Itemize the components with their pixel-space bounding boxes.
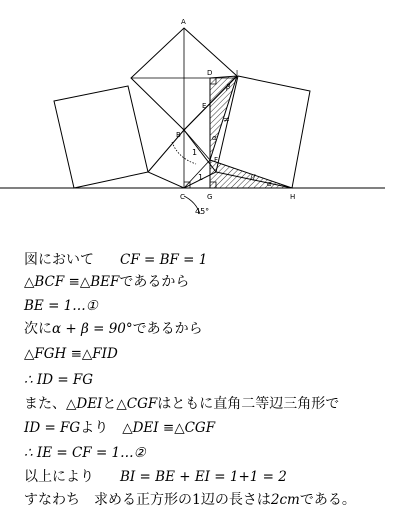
- proof-line-11: [24, 490, 356, 510]
- proof-line-11-math: 2cm: [270, 492, 300, 508]
- point-h: H: [290, 193, 296, 201]
- proof-line-4-math: α + β = 90°: [52, 321, 133, 337]
- lower-quad: [148, 130, 219, 188]
- point-g: G: [207, 193, 213, 201]
- proof-line-5-math: △FGH ≡△FID: [24, 346, 118, 362]
- label-alpha-upper: α: [212, 134, 217, 142]
- label-bf-one: 1: [192, 148, 198, 157]
- proof-line-7: [24, 394, 339, 414]
- proof-line-10-math: BI = BE + EI = 1+1 = 2: [120, 469, 287, 485]
- label-alpha-lower: α: [267, 180, 272, 188]
- proof-line-3: [24, 296, 98, 316]
- proof-line-9: [24, 443, 146, 463]
- proof-line-2-math: △BCF ≡△BEF: [24, 274, 120, 290]
- left-square: [54, 86, 148, 188]
- label-45-degrees: 45°: [195, 207, 210, 216]
- proof-line-1-text: 図において: [24, 252, 94, 268]
- proof-line-7-text-2: と: [102, 396, 117, 412]
- point-i: I: [236, 69, 239, 77]
- proof-line-8-math-1: ID = FG: [24, 420, 81, 436]
- proof-line-8: [24, 418, 215, 438]
- proof-line-4: [24, 319, 203, 339]
- proof-line-2: [24, 272, 189, 292]
- proof-line-1-math: CF = BF = 1: [120, 252, 208, 268]
- proof-line-7-math-2: △CGF: [116, 396, 158, 412]
- label-double-mark: //: [250, 173, 256, 182]
- point-c: C: [180, 193, 185, 201]
- label-beta: β: [226, 83, 231, 91]
- point-a: A: [181, 18, 186, 26]
- point-f: F: [214, 156, 219, 164]
- proof-line-4-text: 次に: [24, 321, 52, 337]
- proof-line-7-math-1: △DEI: [66, 396, 103, 412]
- proof-line-8-text: より: [80, 420, 109, 436]
- proof-line-7-text-3: はともに直角二等辺三角形で: [157, 396, 340, 412]
- proof-line-7-text: また、: [24, 396, 66, 412]
- label-equal-mark: ≠: [223, 115, 230, 124]
- proof-line-1: [24, 250, 207, 270]
- proof-line-6: [24, 370, 93, 390]
- proof-line-11-text: すなわち 求める正方形の1辺の長さは: [24, 492, 271, 508]
- proof-line-5: [24, 344, 118, 364]
- proof-line-6-math: ∴ ID = FG: [24, 372, 94, 388]
- point-b: B: [176, 131, 181, 139]
- segment-cf: [184, 160, 210, 188]
- label-cf-one: 1: [198, 173, 204, 182]
- geometry-figure: [0, 0, 401, 240]
- proof-line-11-text-end: である。: [299, 492, 356, 508]
- proof-line-8-math-2: △DEI ≡△CGF: [122, 420, 216, 436]
- proof-line-2-text: であるから: [119, 274, 190, 290]
- point-e: E: [202, 102, 207, 110]
- proof-line-9-math: ∴ IE = CF = 1…②: [24, 445, 146, 461]
- proof-line-10: [24, 467, 287, 487]
- proof-line-10-text: 以上により: [24, 469, 94, 485]
- point-d: D: [207, 69, 213, 77]
- proof-line-3-math: BE = 1…①: [24, 298, 98, 314]
- proof-line-4-text-end: であるから: [132, 321, 203, 337]
